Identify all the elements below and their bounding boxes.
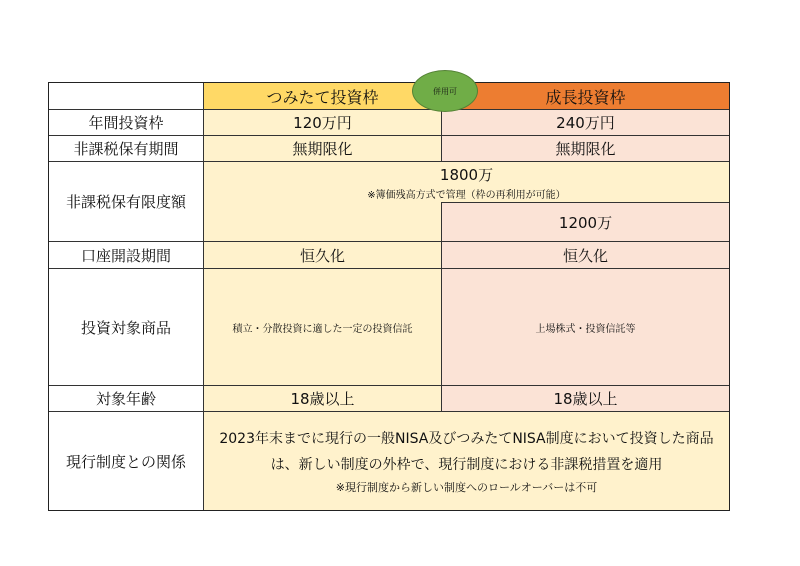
limit-total-note: ※簿価残高方式で管理（枠の再利用が可能） [367,189,566,201]
relation-text-cell [204,412,729,510]
relation-line-3: ※現行制度から新しい制度へのロールオーバーは不可 [335,480,598,494]
row-label-relation: 現行制度との関係 [49,412,204,510]
holding-period-tsumitate: 無期限化 [204,136,442,162]
limit-tsumitate-blank [204,202,442,242]
limit-total: 1800万 [439,165,494,184]
header-tsumitate: つみたて投資枠 [204,83,442,110]
limit-total-cell [204,162,729,202]
row-label-limit: 非課税保有限度額 [49,162,204,242]
holding-period-seicho: 無期限化 [442,136,729,162]
combo-badge: 併用可 [412,70,478,112]
annual-tsumitate: 120万円 [204,110,442,136]
products-tsumitate: 積立・分散投資に適した一定の投資信託 [204,269,442,386]
annual-seicho: 240万円 [442,110,729,136]
row-label-holding-period: 非課税保有期間 [49,136,204,162]
header-seicho: 成長投資枠 [442,83,729,110]
products-seicho: 上場株式・投資信託等 [442,269,729,386]
row-label-annual: 年間投資枠 [49,110,204,136]
row-label-account-period: 口座開設期間 [49,242,204,269]
account-period-seicho: 恒久化 [442,242,729,269]
row-label-products: 投資対象商品 [49,269,204,386]
age-tsumitate: 18歳以上 [204,386,442,412]
limit-seicho: 1200万 [442,202,729,242]
age-seicho: 18歳以上 [442,386,729,412]
relation-line-2: は、新しい制度の外枠で、現行制度における非課税措置を適用 [270,457,663,474]
header-empty-cell [49,83,204,110]
nisa-comparison-table [48,82,730,511]
account-period-tsumitate: 恒久化 [204,242,442,269]
row-label-age: 対象年齢 [49,386,204,412]
relation-line-1: 2023年末までに現行の一般NISA及びつみたてNISA制度において投資した商品 [219,430,714,447]
